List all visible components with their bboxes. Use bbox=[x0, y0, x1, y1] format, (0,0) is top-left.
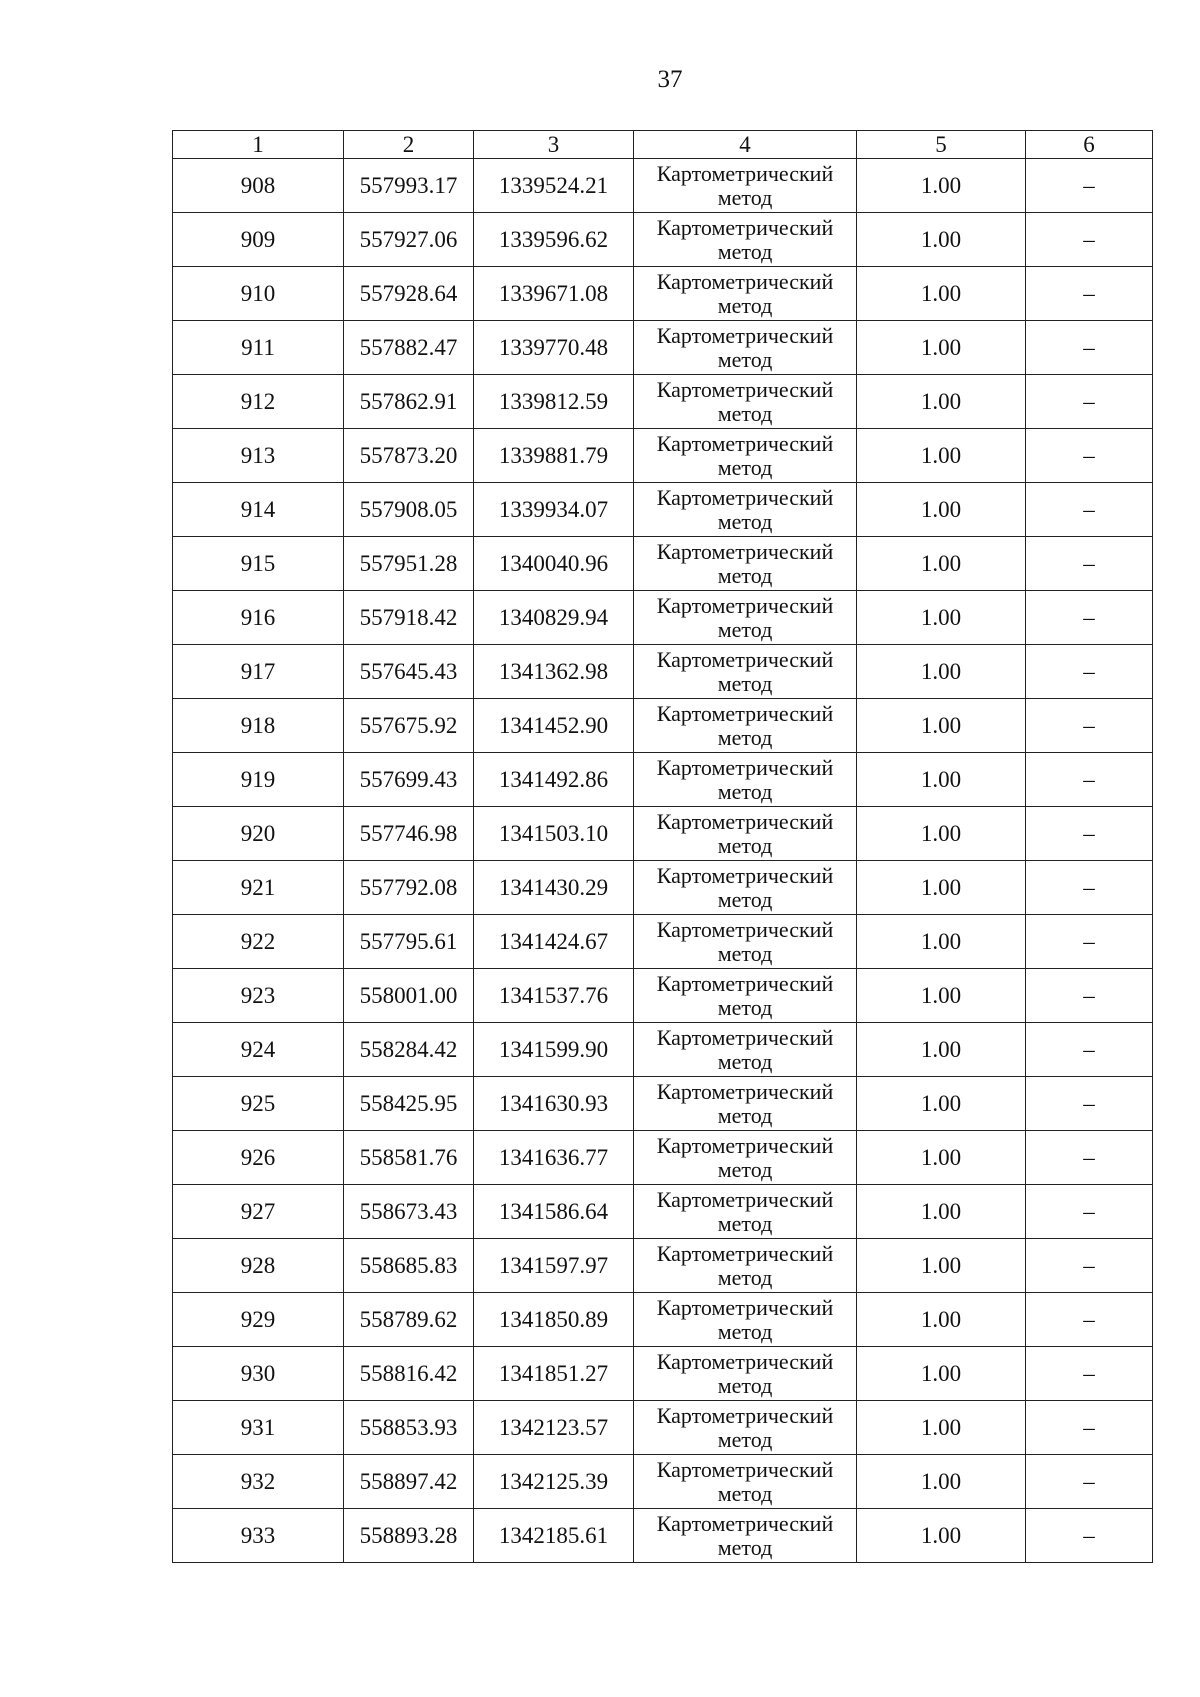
method-cell bbox=[634, 1347, 857, 1401]
x-coordinate-cell: 557927.06 bbox=[344, 213, 474, 267]
y-coordinate-cell: 1339596.62 bbox=[474, 213, 634, 267]
accuracy-cell: 1.00 bbox=[857, 429, 1026, 483]
method-line-1: Картометрический bbox=[656, 970, 834, 996]
accuracy-cell: 1.00 bbox=[857, 321, 1026, 375]
method-line-2: метод bbox=[717, 1372, 773, 1398]
method-line-2: метод bbox=[717, 670, 773, 696]
y-coordinate-cell: 1341430.29 bbox=[474, 861, 634, 915]
table-row bbox=[173, 429, 1153, 483]
y-coordinate-cell: 1341537.76 bbox=[474, 969, 634, 1023]
table-row bbox=[173, 1347, 1153, 1401]
point-number-cell: 913 bbox=[173, 429, 344, 483]
method-line-1: Картометрический bbox=[656, 592, 834, 618]
table-row bbox=[173, 483, 1153, 537]
table-row bbox=[173, 969, 1153, 1023]
point-number-cell: 915 bbox=[173, 537, 344, 591]
method-cell bbox=[634, 915, 857, 969]
table-row bbox=[173, 1131, 1153, 1185]
method-line-1: Картометрический bbox=[656, 862, 834, 888]
method-cell bbox=[634, 1293, 857, 1347]
method-line-2: метод bbox=[717, 1210, 773, 1236]
x-coordinate-cell: 557699.43 bbox=[344, 753, 474, 807]
accuracy-cell: 1.00 bbox=[857, 1293, 1026, 1347]
method-line-2: метод bbox=[717, 1534, 773, 1560]
note-cell: – bbox=[1026, 267, 1153, 321]
table-row bbox=[173, 375, 1153, 429]
y-coordinate-cell: 1340829.94 bbox=[474, 591, 634, 645]
method-line-2: метод bbox=[717, 400, 773, 426]
method-line-1: Картометрический bbox=[656, 916, 834, 942]
note-cell: – bbox=[1026, 699, 1153, 753]
note-cell: – bbox=[1026, 1509, 1153, 1563]
point-number-cell: 916 bbox=[173, 591, 344, 645]
table-row bbox=[173, 321, 1153, 375]
table-row bbox=[173, 645, 1153, 699]
note-cell: – bbox=[1026, 1455, 1153, 1509]
note-cell: – bbox=[1026, 1239, 1153, 1293]
x-coordinate-cell: 558685.83 bbox=[344, 1239, 474, 1293]
accuracy-cell: 1.00 bbox=[857, 1185, 1026, 1239]
method-line-2: метод bbox=[717, 562, 773, 588]
table-row bbox=[173, 1239, 1153, 1293]
x-coordinate-cell: 557951.28 bbox=[344, 537, 474, 591]
point-number-cell: 917 bbox=[173, 645, 344, 699]
table-row bbox=[173, 591, 1153, 645]
method-line-2: метод bbox=[717, 1480, 773, 1506]
header-col-6: 6 bbox=[1026, 131, 1153, 159]
method-cell bbox=[634, 753, 857, 807]
point-number-cell: 933 bbox=[173, 1509, 344, 1563]
method-cell bbox=[634, 213, 857, 267]
y-coordinate-cell: 1341851.27 bbox=[474, 1347, 634, 1401]
y-coordinate-cell: 1339881.79 bbox=[474, 429, 634, 483]
method-line-1: Картометрический bbox=[656, 268, 834, 294]
x-coordinate-cell: 557918.42 bbox=[344, 591, 474, 645]
y-coordinate-cell: 1339812.59 bbox=[474, 375, 634, 429]
y-coordinate-cell: 1341586.64 bbox=[474, 1185, 634, 1239]
note-cell: – bbox=[1026, 753, 1153, 807]
point-number-cell: 919 bbox=[173, 753, 344, 807]
accuracy-cell: 1.00 bbox=[857, 645, 1026, 699]
method-cell bbox=[634, 159, 857, 213]
note-cell: – bbox=[1026, 645, 1153, 699]
method-line-2: метод bbox=[717, 292, 773, 318]
point-number-cell: 912 bbox=[173, 375, 344, 429]
point-number-cell: 914 bbox=[173, 483, 344, 537]
method-line-2: метод bbox=[717, 508, 773, 534]
note-cell: – bbox=[1026, 1023, 1153, 1077]
method-line-2: метод bbox=[717, 1318, 773, 1344]
header-col-4: 4 bbox=[634, 131, 857, 159]
table-row bbox=[173, 159, 1153, 213]
method-line-1: Картометрический bbox=[656, 700, 834, 726]
method-line-1: Картометрический bbox=[656, 1024, 834, 1050]
table-row bbox=[173, 1401, 1153, 1455]
method-cell bbox=[634, 1401, 857, 1455]
method-cell bbox=[634, 537, 857, 591]
point-number-cell: 908 bbox=[173, 159, 344, 213]
x-coordinate-cell: 558893.28 bbox=[344, 1509, 474, 1563]
accuracy-cell: 1.00 bbox=[857, 861, 1026, 915]
accuracy-cell: 1.00 bbox=[857, 1455, 1026, 1509]
method-line-2: метод bbox=[717, 724, 773, 750]
table-row bbox=[173, 213, 1153, 267]
method-line-1: Картометрический bbox=[656, 160, 834, 186]
x-coordinate-cell: 558816.42 bbox=[344, 1347, 474, 1401]
method-cell bbox=[634, 861, 857, 915]
x-coordinate-cell: 557795.61 bbox=[344, 915, 474, 969]
method-line-2: метод bbox=[717, 832, 773, 858]
method-line-1: Картометрический bbox=[656, 1132, 834, 1158]
accuracy-cell: 1.00 bbox=[857, 213, 1026, 267]
table-body bbox=[173, 159, 1153, 1563]
note-cell: – bbox=[1026, 1185, 1153, 1239]
method-line-1: Картометрический bbox=[656, 1348, 834, 1374]
y-coordinate-cell: 1341636.77 bbox=[474, 1131, 634, 1185]
note-cell: – bbox=[1026, 159, 1153, 213]
method-cell bbox=[634, 645, 857, 699]
accuracy-cell: 1.00 bbox=[857, 1239, 1026, 1293]
method-line-2: метод bbox=[717, 886, 773, 912]
y-coordinate-cell: 1342123.57 bbox=[474, 1401, 634, 1455]
x-coordinate-cell: 557792.08 bbox=[344, 861, 474, 915]
y-coordinate-cell: 1342185.61 bbox=[474, 1509, 634, 1563]
point-number-cell: 929 bbox=[173, 1293, 344, 1347]
method-line-2: метод bbox=[717, 1102, 773, 1128]
table-row bbox=[173, 1023, 1153, 1077]
method-line-2: метод bbox=[717, 940, 773, 966]
x-coordinate-cell: 558581.76 bbox=[344, 1131, 474, 1185]
accuracy-cell: 1.00 bbox=[857, 159, 1026, 213]
x-coordinate-cell: 558853.93 bbox=[344, 1401, 474, 1455]
x-coordinate-cell: 558425.95 bbox=[344, 1077, 474, 1131]
accuracy-cell: 1.00 bbox=[857, 483, 1026, 537]
header-col-1: 1 bbox=[173, 131, 344, 159]
y-coordinate-cell: 1341850.89 bbox=[474, 1293, 634, 1347]
method-line-1: Картометрический bbox=[656, 214, 834, 240]
method-line-1: Картометрический bbox=[656, 1510, 834, 1536]
method-line-1: Картометрический bbox=[656, 430, 834, 456]
y-coordinate-cell: 1341452.90 bbox=[474, 699, 634, 753]
point-number-cell: 930 bbox=[173, 1347, 344, 1401]
method-cell bbox=[634, 483, 857, 537]
point-number-cell: 918 bbox=[173, 699, 344, 753]
y-coordinate-cell: 1341630.93 bbox=[474, 1077, 634, 1131]
method-cell bbox=[634, 1023, 857, 1077]
y-coordinate-cell: 1341492.86 bbox=[474, 753, 634, 807]
note-cell: – bbox=[1026, 1077, 1153, 1131]
page-number: 37 bbox=[657, 66, 683, 93]
x-coordinate-cell: 557882.47 bbox=[344, 321, 474, 375]
method-cell bbox=[634, 1077, 857, 1131]
method-line-1: Картометрический bbox=[656, 1186, 834, 1212]
x-coordinate-cell: 558897.42 bbox=[344, 1455, 474, 1509]
point-number-cell: 932 bbox=[173, 1455, 344, 1509]
method-line-2: метод bbox=[717, 1048, 773, 1074]
method-line-1: Картометрический bbox=[656, 1078, 834, 1104]
accuracy-cell: 1.00 bbox=[857, 591, 1026, 645]
point-number-cell: 920 bbox=[173, 807, 344, 861]
method-cell bbox=[634, 1131, 857, 1185]
y-coordinate-cell: 1339934.07 bbox=[474, 483, 634, 537]
note-cell: – bbox=[1026, 375, 1153, 429]
method-cell bbox=[634, 591, 857, 645]
table-row bbox=[173, 1077, 1153, 1131]
table-row bbox=[173, 1185, 1153, 1239]
note-cell: – bbox=[1026, 591, 1153, 645]
method-line-1: Картометрический bbox=[656, 484, 834, 510]
method-cell bbox=[634, 1239, 857, 1293]
point-number-cell: 923 bbox=[173, 969, 344, 1023]
method-line-1: Картометрический bbox=[656, 322, 834, 348]
method-line-2: метод bbox=[717, 616, 773, 642]
method-line-2: метод bbox=[717, 994, 773, 1020]
y-coordinate-cell: 1341599.90 bbox=[474, 1023, 634, 1077]
accuracy-cell: 1.00 bbox=[857, 807, 1026, 861]
accuracy-cell: 1.00 bbox=[857, 753, 1026, 807]
accuracy-cell: 1.00 bbox=[857, 1077, 1026, 1131]
x-coordinate-cell: 557746.98 bbox=[344, 807, 474, 861]
method-line-2: метод bbox=[717, 1156, 773, 1182]
x-coordinate-cell: 557908.05 bbox=[344, 483, 474, 537]
y-coordinate-cell: 1341424.67 bbox=[474, 915, 634, 969]
point-number-cell: 909 bbox=[173, 213, 344, 267]
point-number-cell: 927 bbox=[173, 1185, 344, 1239]
method-line-1: Картометрический bbox=[656, 808, 834, 834]
x-coordinate-cell: 557862.91 bbox=[344, 375, 474, 429]
x-coordinate-cell: 557993.17 bbox=[344, 159, 474, 213]
note-cell: – bbox=[1026, 1347, 1153, 1401]
table-row bbox=[173, 1293, 1153, 1347]
accuracy-cell: 1.00 bbox=[857, 1131, 1026, 1185]
y-coordinate-cell: 1341597.97 bbox=[474, 1239, 634, 1293]
method-cell bbox=[634, 969, 857, 1023]
accuracy-cell: 1.00 bbox=[857, 1023, 1026, 1077]
accuracy-cell: 1.00 bbox=[857, 915, 1026, 969]
table-row bbox=[173, 1455, 1153, 1509]
accuracy-cell: 1.00 bbox=[857, 1509, 1026, 1563]
note-cell: – bbox=[1026, 537, 1153, 591]
method-line-2: метод bbox=[717, 778, 773, 804]
accuracy-cell: 1.00 bbox=[857, 375, 1026, 429]
x-coordinate-cell: 558284.42 bbox=[344, 1023, 474, 1077]
method-line-1: Картометрический bbox=[656, 754, 834, 780]
accuracy-cell: 1.00 bbox=[857, 537, 1026, 591]
y-coordinate-cell: 1340040.96 bbox=[474, 537, 634, 591]
x-coordinate-cell: 557928.64 bbox=[344, 267, 474, 321]
table-row bbox=[173, 753, 1153, 807]
note-cell: – bbox=[1026, 915, 1153, 969]
y-coordinate-cell: 1342125.39 bbox=[474, 1455, 634, 1509]
method-cell bbox=[634, 1455, 857, 1509]
method-line-1: Картометрический bbox=[656, 538, 834, 564]
table-row bbox=[173, 807, 1153, 861]
method-line-2: метод bbox=[717, 238, 773, 264]
x-coordinate-cell: 558673.43 bbox=[344, 1185, 474, 1239]
point-number-cell: 910 bbox=[173, 267, 344, 321]
method-line-1: Картометрический bbox=[656, 1456, 834, 1482]
table-header bbox=[173, 131, 1153, 159]
note-cell: – bbox=[1026, 807, 1153, 861]
table-row bbox=[173, 267, 1153, 321]
note-cell: – bbox=[1026, 1293, 1153, 1347]
point-number-cell: 924 bbox=[173, 1023, 344, 1077]
method-cell bbox=[634, 267, 857, 321]
y-coordinate-cell: 1339524.21 bbox=[474, 159, 634, 213]
header-col-3: 3 bbox=[474, 131, 634, 159]
point-number-cell: 928 bbox=[173, 1239, 344, 1293]
table-row bbox=[173, 915, 1153, 969]
accuracy-cell: 1.00 bbox=[857, 267, 1026, 321]
accuracy-cell: 1.00 bbox=[857, 969, 1026, 1023]
method-cell bbox=[634, 1185, 857, 1239]
point-number-cell: 931 bbox=[173, 1401, 344, 1455]
method-cell bbox=[634, 1509, 857, 1563]
y-coordinate-cell: 1341362.98 bbox=[474, 645, 634, 699]
header-row bbox=[173, 131, 1153, 159]
note-cell: – bbox=[1026, 861, 1153, 915]
point-number-cell: 922 bbox=[173, 915, 344, 969]
x-coordinate-cell: 558001.00 bbox=[344, 969, 474, 1023]
method-cell bbox=[634, 321, 857, 375]
point-number-cell: 926 bbox=[173, 1131, 344, 1185]
table-row bbox=[173, 699, 1153, 753]
method-line-2: метод bbox=[717, 1426, 773, 1452]
note-cell: – bbox=[1026, 969, 1153, 1023]
method-cell bbox=[634, 429, 857, 483]
y-coordinate-cell: 1339770.48 bbox=[474, 321, 634, 375]
method-cell bbox=[634, 375, 857, 429]
method-line-1: Картометрический bbox=[656, 376, 834, 402]
method-cell bbox=[634, 807, 857, 861]
x-coordinate-cell: 557873.20 bbox=[344, 429, 474, 483]
coordinates-table bbox=[172, 130, 1153, 1563]
table-row bbox=[173, 861, 1153, 915]
method-line-2: метод bbox=[717, 184, 773, 210]
method-line-1: Картометрический bbox=[656, 1402, 834, 1428]
method-line-2: метод bbox=[717, 454, 773, 480]
x-coordinate-cell: 557675.92 bbox=[344, 699, 474, 753]
y-coordinate-cell: 1341503.10 bbox=[474, 807, 634, 861]
note-cell: – bbox=[1026, 429, 1153, 483]
method-line-2: метод bbox=[717, 1264, 773, 1290]
point-number-cell: 925 bbox=[173, 1077, 344, 1131]
note-cell: – bbox=[1026, 1131, 1153, 1185]
method-line-1: Картометрический bbox=[656, 646, 834, 672]
method-line-1: Картометрический bbox=[656, 1294, 834, 1320]
accuracy-cell: 1.00 bbox=[857, 1401, 1026, 1455]
header-col-2: 2 bbox=[344, 131, 474, 159]
note-cell: – bbox=[1026, 1401, 1153, 1455]
point-number-cell: 911 bbox=[173, 321, 344, 375]
method-line-1: Картометрический bbox=[656, 1240, 834, 1266]
accuracy-cell: 1.00 bbox=[857, 699, 1026, 753]
note-cell: – bbox=[1026, 483, 1153, 537]
x-coordinate-cell: 557645.43 bbox=[344, 645, 474, 699]
method-line-2: метод bbox=[717, 346, 773, 372]
note-cell: – bbox=[1026, 321, 1153, 375]
x-coordinate-cell: 558789.62 bbox=[344, 1293, 474, 1347]
accuracy-cell: 1.00 bbox=[857, 1347, 1026, 1401]
point-number-cell: 921 bbox=[173, 861, 344, 915]
note-cell: – bbox=[1026, 213, 1153, 267]
table-row bbox=[173, 537, 1153, 591]
header-col-5: 5 bbox=[857, 131, 1026, 159]
table-row bbox=[173, 1509, 1153, 1563]
method-cell bbox=[634, 699, 857, 753]
y-coordinate-cell: 1339671.08 bbox=[474, 267, 634, 321]
